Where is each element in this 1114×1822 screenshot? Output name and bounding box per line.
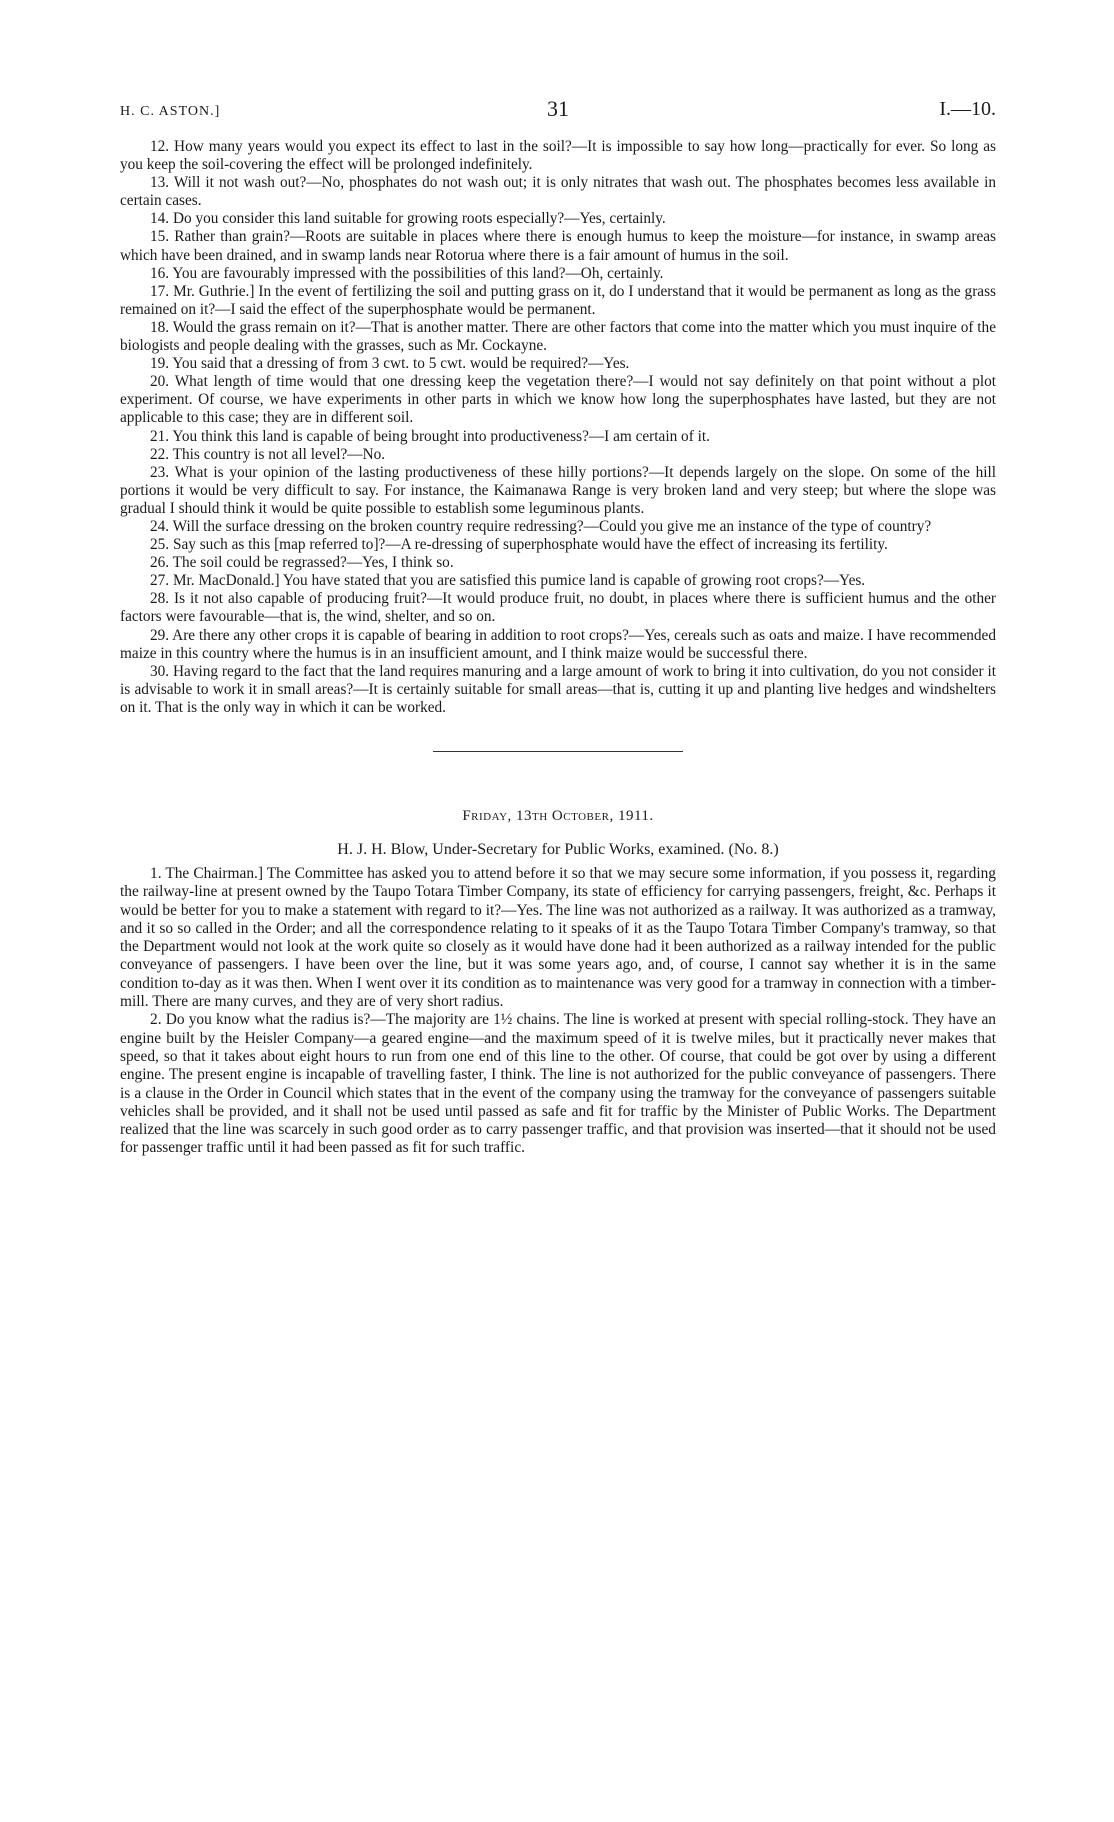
- question-1: 1. The Chairman.] The Committee has asked you to attend before it so that we may secure some information, if you possess it, regarding the railway-line at present owned by the Taupo Totara Timber Company, its state of efficiency for carrying passengers, freight, &c. Perhaps it would be better for you to make a statement with regard to it?—Yes. The line was not authorized as a railway. It was authorized as a tramway, and it so so called in the Order; and all the correspondence relating to it speaks of it as the Taupo Totara Timber Company's tramway, so that the Department would not look at the work quite so closely as it would have done had it been authorized as a railway intended for the public conveyance of passengers. I have been over the line, but it was some years ago, and, of course, I cannot say whether it is in the same condition to-day as it was then. When I went over it its condition as to maintenance was very good for a tramway in connection with a timber-mill. There are many curves, and they are of very short radius.: [120, 865, 996, 1011]
- section-divider: [433, 751, 683, 752]
- question-28: 28. Is it not also capable of producing fruit?—It would produce fruit, no doubt, in places where there is sufficient humus and the other factors were favourable—that is, the wind, shelter, and so on.: [120, 590, 996, 626]
- question-15: 15. Rather than grain?—Roots are suitable in places where there is enough humus to keep the moisture—for instance, in swamp areas which have been drained, and in swamp lands near Rotorua where there is a fair amount of humus in the soil.: [120, 228, 996, 264]
- testimony-section-blow: [120, 865, 996, 1158]
- question-29: 29. Are there any other crops it is capable of bearing in addition to root crops?—Yes, cereals such as oats and maize. I have recommended maize in this country where the humus is in an insufficient amount, and I think maize would be successful there.: [120, 626, 996, 662]
- witness-heading: H. J. H. Blow, Under-Secretary for Public Works, examined. (No. 8.): [337, 841, 779, 858]
- question-14: 14. Do you consider this land suitable for growing roots especially?—Yes, certainly.: [150, 210, 666, 228]
- question-13: 13. Will it not wash out?—No, phosphates do not wash out; it is only nitrates that wash out. The phosphates becomes less available in certain cases.: [120, 174, 996, 210]
- session-date: Friday, 13th October, 1911.: [462, 808, 654, 824]
- testimony-section-aston: [120, 138, 996, 717]
- question-25: 25. Say such as this [map referred to]?—A re-dressing of superphosphate would have the effect of increasing its fertility.: [150, 536, 888, 554]
- document-page: [120, 96, 996, 1158]
- question-19: 19. You said that a dressing of from 3 cwt. to 5 cwt. would be required?—Yes.: [150, 355, 630, 373]
- question-18: 18. Would the grass remain on it?—That is another matter. There are other factors that come into the matter which you must inquire of the biologists and people dealing with the grasses, such as Mr. Cockayne.: [120, 318, 996, 355]
- question-2: 2. Do you know what the radius is?—The majority are 1½ chains. The line is worked at present with special rolling-stock. They have an engine built by the Heisler Company—a geared engine—and the maximum speed of it is twelve miles, but it practically never makes that speed, so that it takes about eight hours to run from one end of this line to the other. Of course, that could be got over by using a different engine. The present engine is incapable of travelling faster, I think. The line is not authorized for the public conveyance of passengers. There is a clause in the Order in Council which states that in the event of the company using the tramway for the conveyance of passengers suitable vehicles shall be provided, and it shall not be used until passed as safe and fit for traffic by the Minister of Public Works. The Department realized that the line was scarcely in such good order as to carry passenger traffic, and that provision was inserted—that it should not be used for passenger traffic until it had been passed as fit for such traffic.: [120, 1011, 996, 1157]
- question-17: 17. Mr. Guthrie.] In the event of fertilizing the soil and putting grass on it, do I understand that it would be permanent as long as the grass remained on it?—I said the effect of the superphosphate would be permanent.: [120, 282, 996, 318]
- question-23: 23. What is your opinion of the lasting productiveness of these hilly portions?—It depends largely on the slope. On some of the hill portions it would be very difficult to say. For instance, the Kaimanawa Range is very broken land and very steep; but where the slope was gradual I should think it would be quite possible to establish some leguminous plants.: [120, 463, 996, 517]
- question-27: 27. Mr. MacDonald.] You have stated that you are satisfied this pumice land is capable of growing root crops?—Yes.: [150, 572, 866, 590]
- witness-header: H. C. ASTON.]: [120, 104, 221, 119]
- page-header: [120, 96, 996, 126]
- question-12: 12. How many years would you expect its effect to last in the soil?—It is impossible to say how long—practically for ever. So long as you keep the soil-covering the effect will be prolonged indefinitely.: [120, 138, 996, 174]
- question-21: 21. You think this land is capable of being brought into productiveness?—I am certain of it.: [150, 427, 710, 445]
- question-16: 16. You are favourably impressed with the possibilities of this land?—Oh, certainly.: [150, 264, 664, 282]
- question-22: 22. This country is not all level?—No.: [150, 445, 386, 463]
- question-30: 30. Having regard to the fact that the land requires manuring and a large amount of work to bring it into cultivation, do you not consider it is advisable to work it in small areas?—It is certainly suitable for small areas—that is, cutting it up and planting live hedges and windshelters on it. That is the only way in which it can be worked.: [120, 662, 996, 716]
- question-26: 26. The soil could be regrassed?—Yes, I think so.: [150, 554, 454, 572]
- document-reference: I.—10.: [939, 98, 996, 120]
- page-number: 31: [547, 96, 569, 121]
- question-24: 24. Will the surface dressing on the broken country require redressing?—Could you give me an instance of the type of country?: [150, 517, 932, 535]
- question-20: 20. What length of time would that one dressing keep the vegetation there?—I would not say definitely on that point without a plot experiment. Of course, we have experiments in other parts in which we know how long the superphosphates have lasted, but they are not applicable to this case; they are in different soil.: [120, 373, 996, 427]
